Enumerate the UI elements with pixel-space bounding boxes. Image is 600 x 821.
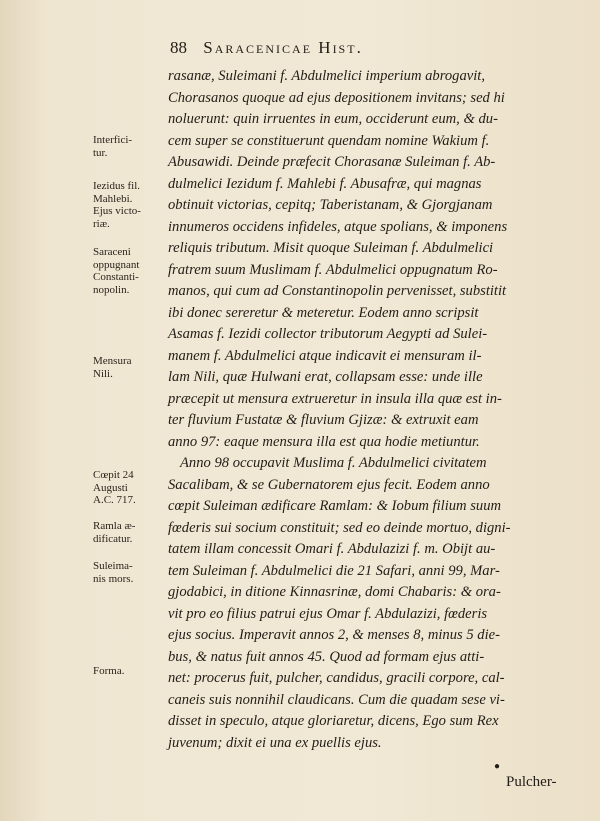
margin-note-line: A.C. 717. — [93, 494, 136, 506]
margin-note-line: Augusti — [93, 481, 128, 494]
text-line: fœderis sui socium constituit; sed eo deinde mortuo, digni- — [168, 519, 511, 536]
text-line: caneis suis nonnihil claudicans. Cum die quadam sese vi- — [168, 691, 505, 708]
text-line: anno 97: eaque mensura illa est qua hodie metiuntur. — [168, 433, 480, 450]
page-number: 88 — [170, 38, 187, 57]
text-line: bus, & natus fuit annos 45. Quod ad formam ejus atti- — [168, 648, 485, 665]
running-title: Saracenicae Hist. — [203, 38, 363, 57]
text-line: præcepit ut mensura extrueretur in insula illa quæ est in- — [168, 390, 502, 407]
text-line: innumeros occidens infideles, atque spolians, & imponens — [168, 218, 508, 235]
text-line: cem super se constituerunt quendam nomine Wakium f. — [168, 132, 490, 149]
text-line: manem f. Abdulmelici atque indicavit ei mensuram il- — [168, 347, 482, 364]
text-line: reliquis tributum. Misit quoque Suleiman f. Abdulmelici — [168, 240, 494, 256]
text-line: disset in speculo, atque gloriaretur, dicens, Ego sum Rex — [168, 713, 499, 729]
catchword: Pulcher- — [506, 774, 557, 790]
margin-note-coepit — [93, 469, 167, 507]
margin-note-line: Ramla æ- — [93, 520, 136, 532]
margin-note-line: Mensura — [93, 355, 132, 367]
text-line: lam Nili, quæ Hulwani erat, collapsam esse: unde ille — [168, 369, 483, 385]
margin-note-line: nopolin. — [93, 283, 130, 296]
margin-note-forma — [93, 665, 167, 678]
page-header — [170, 38, 363, 58]
text-line: rasanæ, Suleimani f. Abdulmelici imperium abrogavit, — [168, 68, 485, 84]
text-line: fratrem suum Muslimam f. Abdulmelici oppugnatum Ro- — [168, 261, 498, 278]
text-line: dulmelici Iezidum f. Mahlebi f. Abusafræ, qui magnas — [168, 175, 482, 192]
margin-note-line: Cœpit 24 — [93, 469, 134, 481]
margin-note-line: Suleima- — [93, 560, 133, 572]
margin-note-interficitur — [93, 134, 167, 159]
text-line: tem Suleiman f. Abdulmelici die 21 Safari, anni 99, Mar- — [168, 562, 500, 579]
ink-dot-ornament: ● — [494, 761, 501, 772]
text-line: juvenum; dixit ei una ex puellis ejus. — [168, 734, 382, 751]
margin-note-line: Forma. — [93, 665, 125, 677]
margin-note-line: dificatur. — [93, 532, 133, 545]
margin-note-line: tur. — [93, 146, 108, 159]
margin-note-saraceni — [93, 246, 167, 296]
text-line: tatem illam concessit Omari f. Abdulazizi f. m. Obijt au- — [168, 541, 496, 557]
margin-note-line: Saraceni — [93, 246, 131, 258]
margin-note-line: nis mors. — [93, 572, 134, 585]
text-line: cœpit Suleiman ædificare Ramlam: & Iobum filium suum — [168, 498, 502, 514]
text-line: Abusawidi. Deinde præfecit Chorasanæ Suleiman f. Ab- — [168, 154, 496, 170]
text-line: vit pro eo filius patrui ejus Omar f. Abdulazizi, fœderis — [168, 605, 488, 622]
text-line: ejus socius. Imperavit annos 2, & menses 8, minus 5 die- — [168, 627, 500, 643]
text-line: ter fluvium Fustatæ & fluvium Gjizæ: & extruxit eam — [168, 412, 479, 428]
margin-note-mensura-nili — [93, 355, 167, 380]
margin-note-ramla — [93, 520, 167, 545]
main-text-block — [168, 66, 582, 754]
text-line: net: procerus fuit, pulcher, candidus, gracili corpore, cal- — [168, 670, 505, 686]
margin-note-iezidus — [93, 180, 167, 230]
margin-note-line: Interfici- — [93, 134, 133, 146]
margin-note-line: Nili. — [93, 367, 113, 380]
margin-note-suleimanis-mors — [93, 560, 167, 585]
text-line: Asamas f. Iezidi collector tributorum Aegypti ad Sulei- — [168, 326, 488, 342]
margin-note-line: oppugnant — [93, 258, 140, 271]
margin-note-line: Constanti- — [93, 271, 139, 283]
text-line: manos, qui cum ad Constantinopolin pervenisset, substitit — [168, 283, 507, 299]
text-line: gjodabici, in ditione Kinnasrinæ, domi Chabaris: & ora- — [168, 584, 501, 600]
text-line: Anno 98 occupavit Muslima f. Abdulmelici civitatem — [180, 455, 487, 471]
text-line: ibi donec sereretur & meteretur. Eodem anno scripsit — [168, 304, 479, 321]
margin-note-line: riæ. — [93, 217, 110, 230]
text-line: Sacalibam, & se Gubernatorem ejus fecit. Eodem anno — [168, 476, 490, 493]
margin-note-line: Mahlebi. — [93, 192, 133, 205]
text-line: obtinuit victorias, cepitq; Taberistanam, & Gjorgjanam — [168, 197, 493, 213]
text-line: noluerunt: quin irruentes in eum, occiderunt eum, & du- — [168, 111, 498, 127]
margin-note-line: Ejus victo- — [93, 205, 141, 217]
text-line: Chorasanos quoque ad ejus depositionem invitans; sed hi — [168, 89, 505, 106]
margin-note-line: Iezidus fil. — [93, 180, 141, 192]
